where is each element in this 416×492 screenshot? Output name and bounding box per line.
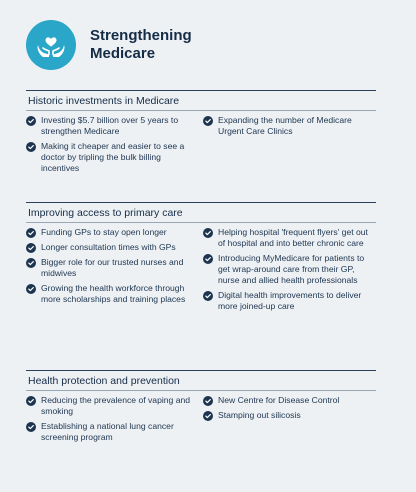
list-item-text: Stamping out silicosis (218, 410, 301, 420)
list-item-text: Longer consultation times with GPs (41, 242, 176, 252)
list-item (203, 253, 376, 286)
check-circle-icon (203, 291, 213, 301)
list-item (26, 395, 199, 417)
check-circle-icon (203, 411, 213, 421)
list-item (26, 421, 199, 443)
left-column (26, 227, 199, 316)
page-header (26, 20, 210, 70)
list-item-text: Bigger role for our trusted nurses and midwives (41, 257, 184, 278)
hands-holding-heart-icon (26, 20, 76, 70)
list-item (203, 410, 376, 421)
list-item (26, 141, 199, 174)
left-column (26, 395, 199, 447)
check-circle-icon (203, 116, 213, 126)
list-item (203, 395, 376, 406)
list-item-text: Establishing a national lung cancer screening program (41, 421, 174, 442)
list-item (203, 115, 376, 137)
section-health-protection (26, 370, 376, 447)
list-item-text: Reducing the prevalence of vaping and smoking (41, 395, 191, 416)
check-circle-icon (26, 142, 36, 152)
check-circle-icon (203, 254, 213, 264)
right-column (199, 115, 376, 178)
right-column (199, 227, 376, 316)
check-circle-icon (26, 396, 36, 406)
list-item (203, 290, 376, 312)
section-heading: Health protection and prevention (28, 375, 180, 387)
list-item (203, 227, 376, 249)
section-columns (26, 111, 376, 178)
check-circle-icon (26, 258, 36, 268)
list-item (26, 242, 199, 253)
right-column (199, 395, 376, 447)
check-circle-icon (26, 422, 36, 432)
section-primary-care (26, 202, 376, 316)
list-item-text: Helping hospital 'frequent flyers' get out of hospital and into better chronic care (218, 227, 368, 248)
check-circle-icon (203, 228, 213, 238)
list-item (26, 227, 199, 238)
section-columns (26, 391, 376, 447)
page-title (90, 27, 210, 63)
list-item-text: Making it cheaper and easier to see a doctor by tripling the bulk billing incentives (41, 141, 185, 173)
title-line-1: Strengthening (90, 27, 192, 44)
list-item-text: Funding GPs to stay open longer (41, 227, 167, 237)
list-item-text: New Centre for Disease Control (218, 395, 340, 405)
list-item-text: Investing $5.7 billion over 5 years to strengthen Medicare (41, 115, 179, 136)
section-heading: Improving access to primary care (28, 207, 183, 219)
check-circle-icon (203, 396, 213, 406)
check-circle-icon (26, 228, 36, 238)
check-circle-icon (26, 284, 36, 294)
list-item (26, 283, 199, 305)
section-heading: Historic investments in Medicare (28, 95, 180, 107)
check-circle-icon (26, 243, 36, 253)
section-historic-investments (26, 90, 376, 178)
list-item-text: Introducing MyMedicare for patients to get wrap-around care from their GP, nurse and allied health professionals (218, 253, 365, 285)
list-item-text: Growing the health workforce through more scholarships and training places (41, 283, 186, 304)
list-item (26, 115, 199, 137)
title-line-2: Medicare (90, 45, 156, 62)
list-item (26, 257, 199, 279)
list-item-text: Expanding the number of Medicare Urgent Care Clinics (218, 115, 352, 136)
left-column (26, 115, 199, 178)
list-item-text: Digital health improvements to deliver more joined-up care (218, 290, 362, 311)
section-columns (26, 223, 376, 316)
check-circle-icon (26, 116, 36, 126)
